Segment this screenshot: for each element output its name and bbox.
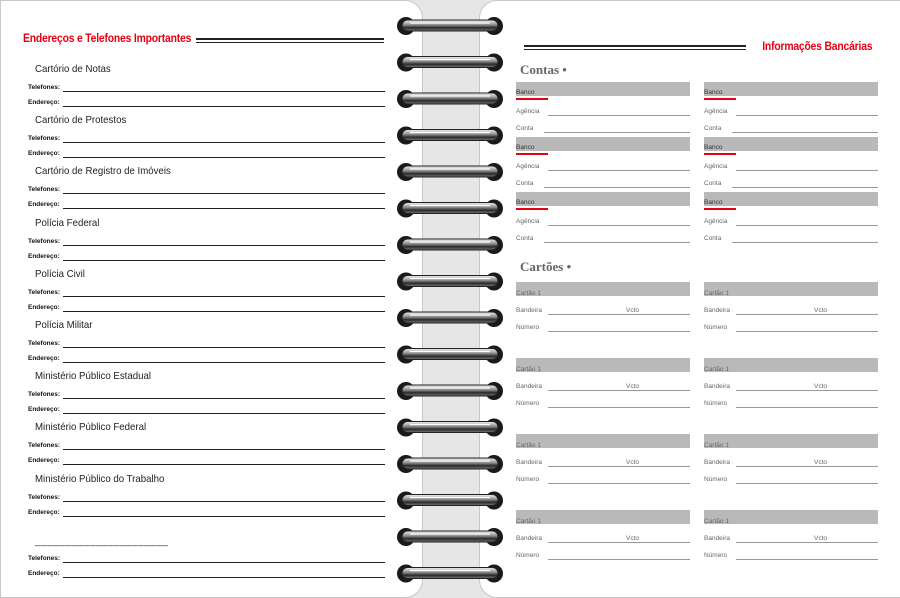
address-label: Endereço: [28,99,60,106]
phone-label: Telefones: [28,493,61,501]
spiral-ring [397,127,503,145]
agencia-label: Agência [704,163,728,170]
address-write-line[interactable] [63,464,385,465]
agencia-write-line[interactable] [736,225,878,226]
spiral-ring [397,492,503,510]
bandeira-label: Bandeira [704,535,731,542]
spiral-ring [397,54,503,72]
bandeira-write-line[interactable] [736,390,878,391]
phone-write-line[interactable] [63,562,385,563]
conta-write-line[interactable] [732,187,878,188]
vcto-label: Vcto [626,383,640,390]
numero-label: Número [516,552,540,559]
address-label: Endereço: [28,406,60,414]
cartao-label: Cartão 1 [704,290,729,297]
address-label: Endereço: [28,508,60,516]
vcto-label: Vcto [814,535,828,542]
vcto-label: Vcto [814,307,828,314]
numero-label: Número [516,476,540,483]
spiral-ring [397,200,503,218]
cartao-bar [704,282,878,296]
vcto-label: Vcto [626,535,640,542]
agencia-write-line[interactable] [736,170,878,171]
banco-label: Banco [516,199,535,206]
numero-write-line[interactable] [736,407,878,408]
phone-label: Telefones: [28,84,61,91]
numero-label: Número [516,400,540,407]
banco-underline [704,98,736,100]
cartoes-heading: Cartões • [520,259,572,274]
agencia-label: Agência [516,108,540,115]
spiral-ring [397,346,503,364]
entry-name: Polícia Federal [35,216,100,229]
cartao-bar [516,434,690,448]
address-write-line[interactable] [63,413,385,414]
agencia-label: Agência [516,218,540,225]
address-write-line[interactable] [63,577,385,578]
phone-label: Telefones: [28,554,61,562]
agencia-write-line[interactable] [548,115,690,116]
banco-bar [704,82,878,96]
entry-name: Cartório de Notas [35,63,111,75]
address-label: Endereço: [28,201,60,209]
address-label: Endereço: [28,457,60,465]
numero-write-line[interactable] [548,559,690,560]
left-page [0,0,423,598]
numero-write-line[interactable] [548,331,690,332]
banco-underline [704,153,736,155]
phone-label: Telefones: [28,288,61,296]
phone-write-line[interactable] [63,449,385,450]
banco-label: Banco [516,89,535,96]
spiral-ring [397,419,503,437]
bandeira-write-line[interactable] [548,390,690,391]
cartao-label: Cartão 1 [516,290,541,297]
cartao-label: Cartão 1 [516,366,541,373]
conta-write-line[interactable] [732,132,878,133]
spiral-ring [397,528,503,546]
numero-write-line[interactable] [548,483,690,484]
address-write-line[interactable] [63,106,385,107]
address-label: Endereço: [28,252,60,260]
bandeira-label: Bandeira [704,307,731,314]
spiral-binding [390,0,510,598]
phone-write-line[interactable] [63,347,385,348]
numero-label: Número [704,476,728,483]
conta-label: Conta [704,125,722,132]
numero-label: Número [704,552,728,559]
spiral-ring [397,236,503,254]
title-rule [196,38,384,43]
phone-label: Telefones: [28,340,61,347]
spiral-ring [397,455,503,473]
spiral-ring [397,17,503,35]
conta-label: Conta [704,235,722,242]
numero-write-line[interactable] [736,559,878,560]
address-write-line[interactable] [63,516,385,517]
cartao-bar [516,282,690,296]
banco-underline [516,98,548,100]
phone-label: Telefones: [28,391,61,399]
address-write-line[interactable] [63,362,385,363]
banco-label: Banco [704,89,723,96]
address-label: Endereço: [28,303,60,311]
banco-underline [516,153,548,155]
numero-write-line[interactable] [736,483,878,484]
conta-write-line[interactable] [544,132,690,133]
numero-label: Número [516,324,540,331]
conta-write-line[interactable] [732,242,878,243]
entry-name: Ministério Público Federal [35,421,147,434]
cartao-bar [704,510,878,524]
phone-label: Telefones: [28,135,61,143]
spiral-ring [397,273,503,291]
title-rule [524,45,746,50]
cartao-label: Cartão 1 [516,518,541,525]
cartao-label: Cartão 1 [704,518,729,525]
bandeira-write-line[interactable] [736,466,878,467]
address-write-line[interactable] [63,208,385,209]
banco-bar [704,137,878,151]
agencia-write-line[interactable] [548,170,690,171]
agencia-label: Agência [704,218,728,225]
cartao-bar [516,510,690,524]
address-write-line[interactable] [63,260,385,261]
vcto-label: Vcto [626,459,640,466]
conta-label: Conta [516,180,534,187]
agencia-write-line[interactable] [548,225,690,226]
cartao-label: Cartão 1 [704,442,729,449]
bandeira-write-line[interactable] [548,466,690,467]
banco-label: Banco [704,144,723,151]
phone-write-line[interactable] [63,245,385,246]
banco-underline [704,208,736,210]
vcto-label: Vcto [814,459,828,466]
numero-label: Número [704,324,728,331]
banco-bar [516,192,690,206]
bandeira-label: Bandeira [704,383,731,390]
cartao-label: Cartão 1 [704,366,729,373]
conta-label: Conta [516,235,534,242]
phone-write-line[interactable] [63,398,385,399]
bandeira-label: Bandeira [516,383,543,390]
spiral-ring [397,565,503,583]
contas-heading: Contas • [520,62,567,77]
numero-write-line[interactable] [548,407,690,408]
bandeira-label: Bandeira [516,535,543,542]
bandeira-write-line[interactable] [548,314,690,315]
right-page [479,0,900,598]
right-page-title: Informações Bancárias [761,41,872,53]
banco-label: Banco [704,199,723,206]
agencia-label: Agência [704,108,728,115]
phone-write-line[interactable] [63,296,385,297]
address-label: Endereço: [28,569,60,577]
banco-underline [516,208,548,210]
conta-label: Conta [704,180,722,187]
conta-write-line[interactable] [544,187,690,188]
phone-label: Telefones: [28,186,61,194]
agencia-label: Agência [516,163,540,170]
banco-bar [516,137,690,151]
banco-bar [704,192,878,206]
agencia-write-line[interactable] [736,115,878,116]
numero-write-line[interactable] [736,331,878,332]
cartao-bar [516,358,690,372]
address-write-line[interactable] [63,157,385,158]
entry-name: Cartório de Registro de Imóveis [35,165,171,178]
vcto-label: Vcto [814,383,828,390]
bandeira-label: Bandeira [516,307,543,314]
bandeira-write-line[interactable] [736,314,878,315]
address-label: Endereço: [28,150,60,158]
spiral-ring [397,382,503,400]
address-label: Endereço: [28,355,60,362]
spiral-ring [397,309,503,327]
cartao-bar [704,358,878,372]
phone-write-line[interactable] [63,142,385,143]
entry-name: Ministério Público do Trabalho [35,472,165,485]
bandeira-label: Bandeira [516,459,543,466]
spiral-ring [397,90,503,108]
banco-label: Banco [516,144,535,151]
cartao-bar [704,434,878,448]
conta-write-line[interactable] [544,242,690,243]
entry-name: Polícia Militar [35,319,93,331]
phone-write-line[interactable] [63,193,385,194]
numero-label: Número [704,400,728,407]
left-page-title: Endereços e Telefones Importantes [23,33,192,45]
bandeira-write-line[interactable] [548,542,690,543]
vcto-label: Vcto [626,307,640,314]
phone-label: Telefones: [28,237,61,245]
entry-name: Cartório de Protestos [35,114,127,127]
entry-name: Ministério Público Estadual [35,370,151,383]
phone-write-line[interactable] [63,501,385,502]
blank-entry-name: ______________________ [35,535,169,547]
phone-label: Telefones: [28,442,61,450]
cartao-label: Cartão 1 [516,442,541,449]
bandeira-label: Bandeira [704,459,731,466]
conta-label: Conta [516,125,534,132]
address-write-line[interactable] [63,311,385,312]
entry-name: Polícia Civil [35,267,85,280]
bandeira-write-line[interactable] [736,542,878,543]
phone-write-line[interactable] [63,91,385,92]
spiral-ring [397,163,503,181]
banco-bar [516,82,690,96]
